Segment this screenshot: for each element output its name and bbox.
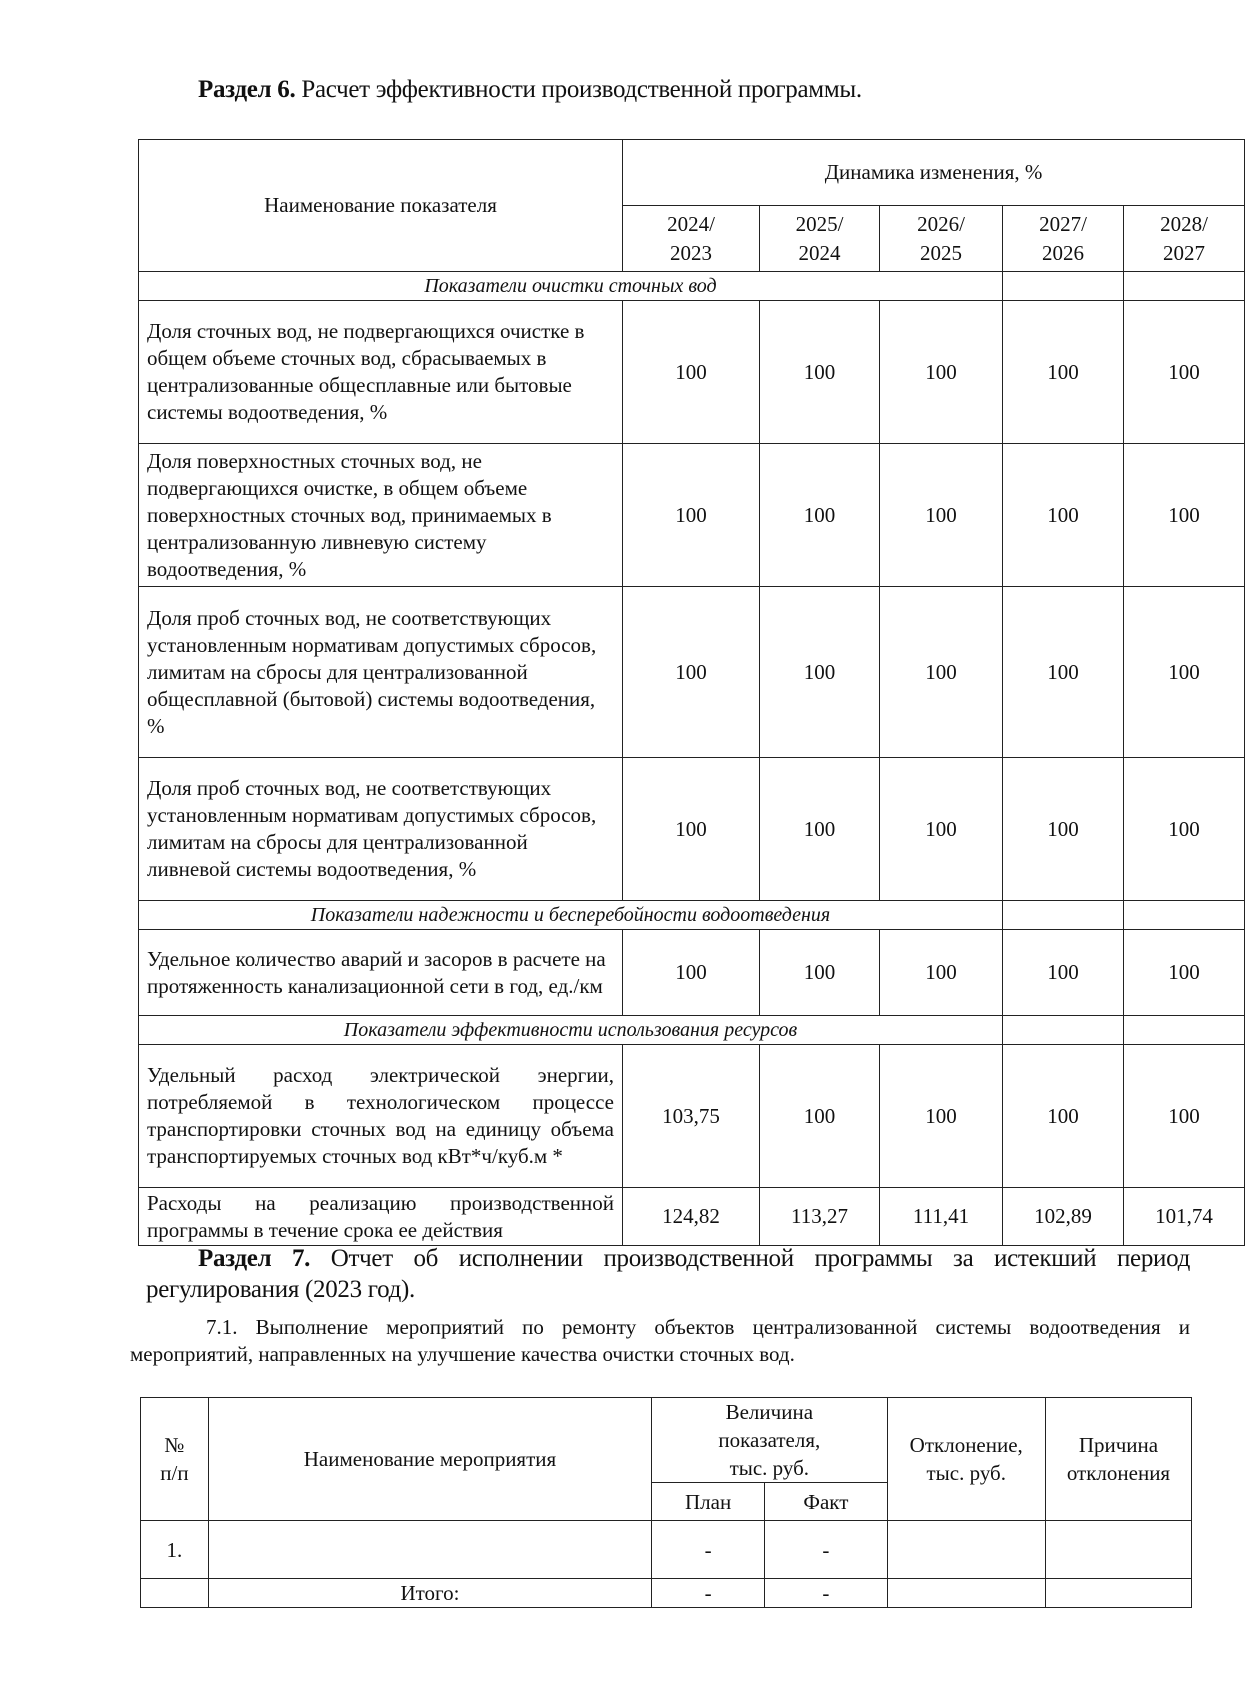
value-cell: 100: [760, 587, 880, 758]
value-cell: 100: [880, 758, 1003, 901]
indicator-name: Доля проб сточных вод, не соответствующих установленным нормативам допустимых сбросов, лимитам на сбросы для централизованной ливневой системы водоотведения, %: [139, 758, 623, 901]
indicator-name: Доля поверхностных сточных вод, не подвергающихся очистке, в общем объеме поверхностных сточных вод, принимаемых в централизованную ливневую систему водоотведения, %: [139, 444, 623, 587]
indicator-name: Удельное количество аварий и засоров в расчете на протяженность канализационной сети в год, ед./км: [139, 930, 623, 1016]
col-header-plan: План: [652, 1483, 765, 1521]
year-header: 2027/ 2026: [1003, 206, 1124, 272]
value-cell: 100: [1003, 930, 1124, 1016]
total-fact: -: [765, 1579, 887, 1608]
year-header: 2028/ 2027: [1124, 206, 1245, 272]
value-cell: 100: [1124, 301, 1245, 444]
value-cell: 100: [1124, 1045, 1245, 1188]
value-cell: 100: [760, 930, 880, 1016]
indicator-name: Удельный расход электрической энергии, потребляемой в технологическом процессе транспортировки сточных вод на единицу объема транспортируемых сточных вод кВт*ч/куб.м *: [139, 1045, 623, 1188]
indicator-name: Расходы на реализацию производственной программы в течение срока ее действия: [139, 1188, 623, 1246]
value-cell: 100: [760, 1045, 880, 1188]
year-header: 2024/ 2023: [623, 206, 760, 272]
value-cell: 100: [1124, 444, 1245, 587]
col-header-activity: Наименование мероприятия: [208, 1398, 651, 1521]
value-cell: 100: [623, 758, 760, 901]
value-cell: 100: [1124, 930, 1245, 1016]
section-row-treatment: Показатели очистки сточных вод: [139, 272, 1003, 301]
year-header: 2025/ 2024: [760, 206, 880, 272]
section7-title: Отчет об исполнении производственной программы за истекший период регулирования (2023 год).: [146, 1245, 1190, 1304]
value-cell: 100: [880, 301, 1003, 444]
col-header-fact: Факт: [765, 1483, 887, 1521]
value-cell: 100: [760, 758, 880, 901]
section7-heading: [146, 1243, 1190, 1306]
paragraph-7-1: 7.1. Выполнение мероприятий по ремонту объектов централизованной системы водоотведения и мероприятий, направленных на улучшение качества очистки сточных вод.: [130, 1315, 1190, 1366]
value-cell: 111,41: [880, 1188, 1003, 1246]
value-cell: 100: [623, 444, 760, 587]
section6-label: Раздел 6.: [198, 76, 296, 103]
total-plan: -: [652, 1579, 765, 1608]
section-row-resources: Показатели эффективности использования ресурсов: [139, 1016, 1003, 1045]
plan-value: -: [652, 1521, 765, 1579]
value-cell: 100: [623, 930, 760, 1016]
value-cell: 100: [1124, 758, 1245, 901]
value-cell: 124,82: [623, 1188, 760, 1246]
value-cell: 100: [623, 587, 760, 758]
col-header-value: Величина показателя, тыс. руб.: [652, 1398, 887, 1483]
indicator-name: Доля сточных вод, не подвергающихся очистке в общем объеме сточных вод, сбрасываемых в централизованные общесплавные или бытовые системы водоотведения, %: [139, 301, 623, 444]
value-cell: 100: [760, 301, 880, 444]
efficiency-table: [138, 139, 1245, 1246]
value-cell: 100: [760, 444, 880, 587]
section6-title: Расчет эффективности производственной программы.: [295, 76, 862, 103]
row-number: 1.: [141, 1521, 209, 1579]
value-cell: 100: [1003, 444, 1124, 587]
section6-heading: [198, 74, 862, 105]
value-cell: 100: [623, 301, 760, 444]
value-cell: 100: [880, 1045, 1003, 1188]
value-cell: 100: [880, 587, 1003, 758]
reason-value: [1045, 1521, 1191, 1579]
value-cell: 100: [1003, 301, 1124, 444]
deviation-value: [887, 1521, 1045, 1579]
value-cell: 103,75: [623, 1045, 760, 1188]
col-header-name: Наименование показателя: [139, 140, 623, 272]
section7-label: Раздел 7.: [198, 1245, 311, 1272]
col-header-dynamics: Динамика изменения, %: [623, 140, 1245, 206]
value-cell: 100: [1003, 587, 1124, 758]
value-cell: 100: [880, 444, 1003, 587]
col-header-deviation: Отклонение, тыс. руб.: [887, 1398, 1045, 1521]
value-cell: 100: [1124, 587, 1245, 758]
indicator-name: Доля проб сточных вод, не соответствующих установленным нормативам допустимых сбросов, лимитам на сбросы для централизованной общесплавной (бытовой) системы водоотведения, %: [139, 587, 623, 758]
value-cell: 100: [880, 930, 1003, 1016]
value-cell: 100: [1003, 1045, 1124, 1188]
col-header-number: № п/п: [141, 1398, 209, 1521]
section-row-reliability: Показатели надежности и бесперебойности водоотведения: [139, 901, 1003, 930]
value-cell: 102,89: [1003, 1188, 1124, 1246]
year-header: 2026/ 2025: [880, 206, 1003, 272]
value-cell: 101,74: [1124, 1188, 1245, 1246]
fact-value: -: [765, 1521, 887, 1579]
total-label: Итого:: [208, 1579, 651, 1608]
activity-name: [208, 1521, 651, 1579]
activities-table: [140, 1397, 1192, 1608]
value-cell: 113,27: [760, 1188, 880, 1246]
col-header-reason: Причина отклонения: [1045, 1398, 1191, 1521]
value-cell: 100: [1003, 758, 1124, 901]
